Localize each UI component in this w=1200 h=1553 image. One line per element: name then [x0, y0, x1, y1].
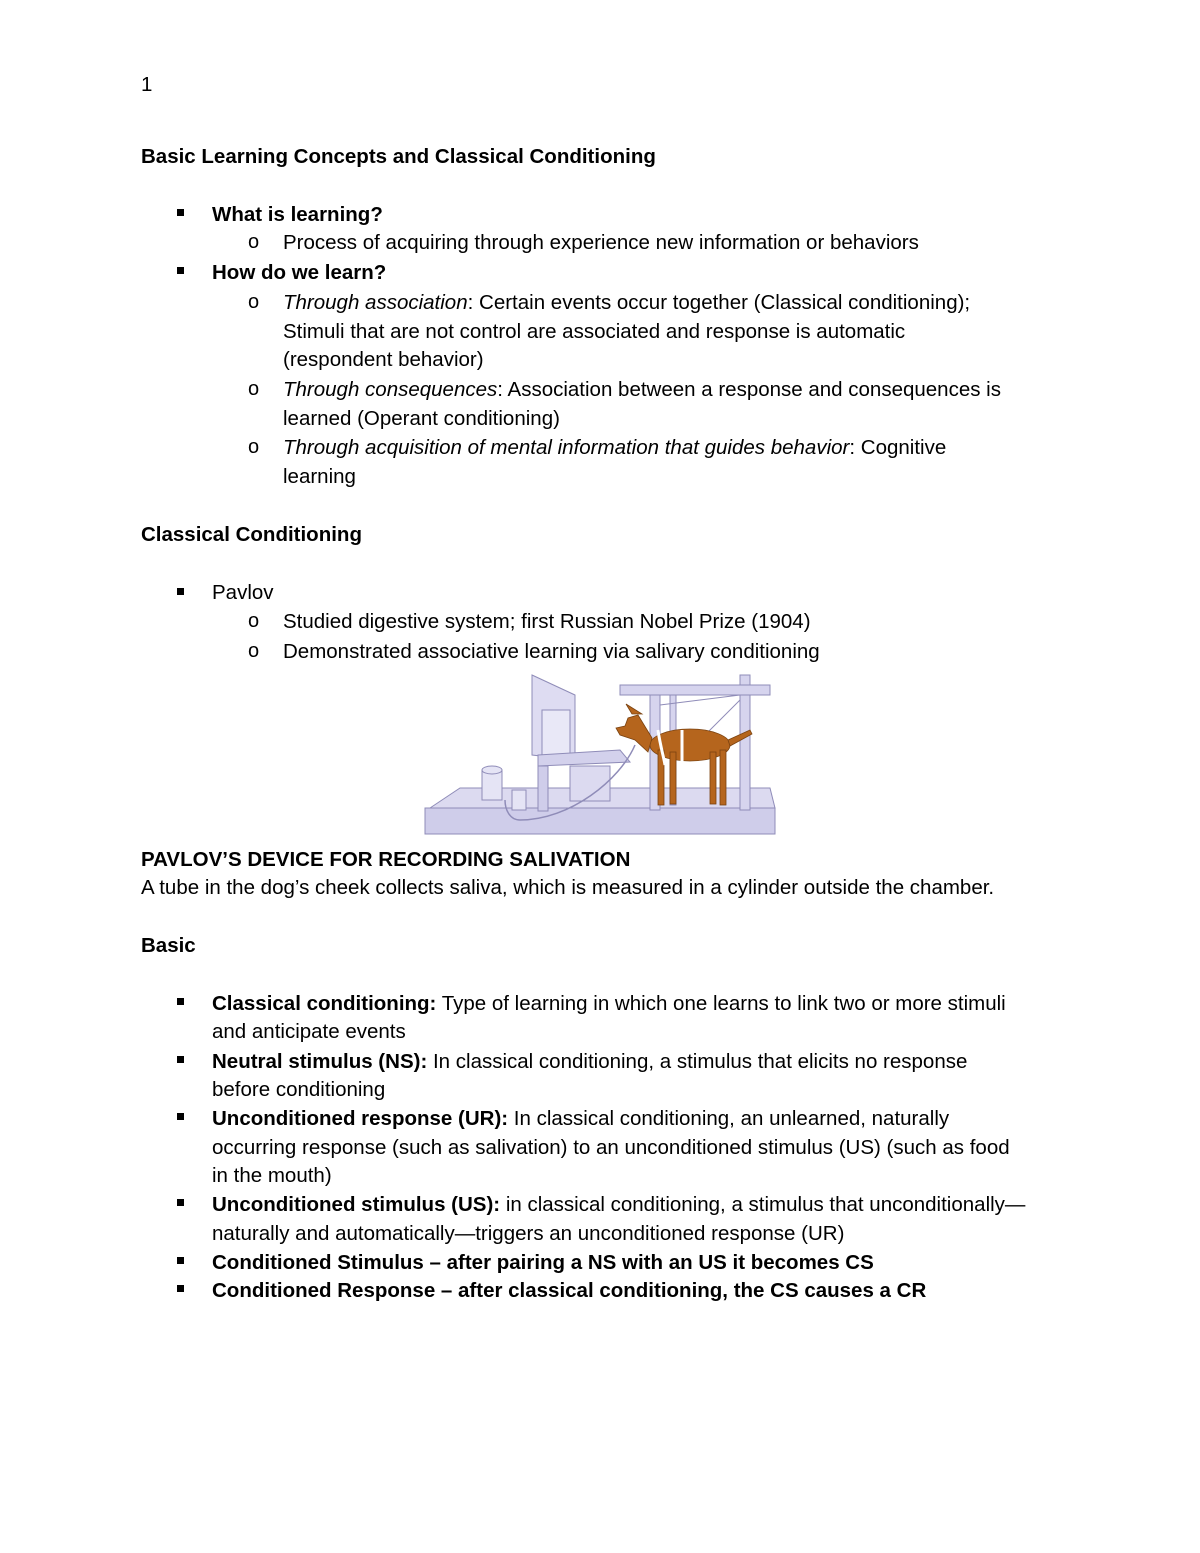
figure-caption-text: A tube in the dog’s cheek collects saliva, which is measured in a cylinder outside the chamber.	[141, 876, 995, 899]
term-consequences: Through consequences	[283, 378, 498, 401]
question-what-is-learning: What is learning?	[212, 203, 383, 226]
definition-text: In classical conditioning, a stimulus that elicits no response	[427, 1050, 968, 1073]
list-item-cognitive	[283, 436, 946, 460]
term-association: Through association	[283, 291, 468, 314]
bullet-square	[177, 998, 184, 1005]
list-item-consequences	[283, 378, 1001, 402]
pavlov-device-illustration	[420, 670, 782, 840]
definition-term: Classical conditioning:	[212, 992, 437, 1015]
bullet-circle: o	[248, 378, 260, 400]
definition-text-line: occurring response (such as salivation) to an unconditioned stimulus (US) (such as food	[212, 1136, 1010, 1159]
definition-text: In classical conditioning, an unlearned, naturally	[508, 1107, 950, 1130]
bullet-square	[177, 1056, 184, 1063]
bullet-square	[177, 1257, 184, 1264]
definition-conditioned-stimulus: Conditioned Stimulus – after pairing a NS with an US it becomes CS	[212, 1251, 874, 1274]
figure-caption-title: PAVLOV’S DEVICE FOR RECORDING SALIVATION	[141, 848, 631, 871]
page-number: 1	[141, 73, 153, 96]
panel-window	[542, 710, 570, 755]
item-text: : Cognitive	[849, 436, 947, 459]
bullet-square	[177, 1285, 184, 1292]
table-leg	[538, 766, 548, 811]
bullet-circle: o	[248, 231, 260, 253]
bullet-square	[177, 209, 184, 216]
item-text-line: learning	[283, 465, 356, 488]
list-item-association	[283, 291, 970, 315]
definition-text-line: before conditioning	[212, 1078, 386, 1101]
bullet-circle: o	[248, 610, 260, 632]
bullet-circle: o	[248, 291, 260, 313]
pavlov-label: Pavlov	[212, 581, 274, 604]
definition-term: Neutral stimulus (NS):	[212, 1050, 428, 1073]
definition-text: in classical conditioning, a stimulus that unconditionally—	[500, 1193, 1026, 1216]
bullet-square	[177, 1199, 184, 1206]
definition-text-line: naturally and automatically—triggers an unconditioned response (UR)	[212, 1222, 845, 1245]
section-heading-basic: Basic	[141, 934, 196, 957]
item-text: : Certain events occur together (Classical conditioning);	[467, 291, 971, 314]
definition-neutral-stimulus	[212, 1050, 967, 1074]
item-text-line: (respondent behavior)	[283, 348, 484, 371]
platform-front	[425, 808, 775, 834]
pavlov-fact: Demonstrated associative learning via salivary conditioning	[283, 640, 820, 663]
pavlov-fact: Studied digestive system; first Russian Nobel Prize (1904)	[283, 610, 811, 633]
definition-conditioned-response: Conditioned Response – after classical conditioning, the CS causes a CR	[212, 1279, 927, 1302]
item-text-line: learned (Operant conditioning)	[283, 407, 560, 430]
definition-unconditioned-stimulus	[212, 1193, 1025, 1217]
answer-what-is-learning: Process of acquiring through experience new information or behaviors	[283, 231, 919, 254]
small-cylinder	[512, 790, 526, 810]
section-heading-classical: Classical Conditioning	[141, 523, 362, 546]
definition-text: Type of learning in which one learns to link two or more stimuli	[436, 992, 1006, 1015]
bullet-square	[177, 1113, 184, 1120]
definition-classical-conditioning	[212, 992, 1006, 1016]
definition-text-line: in the mouth)	[212, 1164, 332, 1187]
frame-beam	[620, 685, 770, 695]
question-how-do-we-learn: How do we learn?	[212, 261, 387, 284]
definition-text-line: and anticipate events	[212, 1020, 406, 1043]
definition-term: Unconditioned stimulus (US):	[212, 1193, 501, 1216]
page-title: Basic Learning Concepts and Classical Conditioning	[141, 145, 656, 168]
definition-term: Unconditioned response (UR):	[212, 1107, 509, 1130]
bullet-circle: o	[248, 640, 260, 662]
item-text: : Association between a response and consequences is	[497, 378, 1001, 401]
bullet-square	[177, 588, 184, 595]
term-cognitive: Through acquisition of mental information that guides behavior	[283, 436, 850, 459]
item-text-line: Stimuli that are not control are associated and response is automatic	[283, 320, 906, 343]
definition-unconditioned-response	[212, 1107, 949, 1131]
bullet-circle: o	[248, 436, 260, 458]
bullet-square	[177, 267, 184, 274]
